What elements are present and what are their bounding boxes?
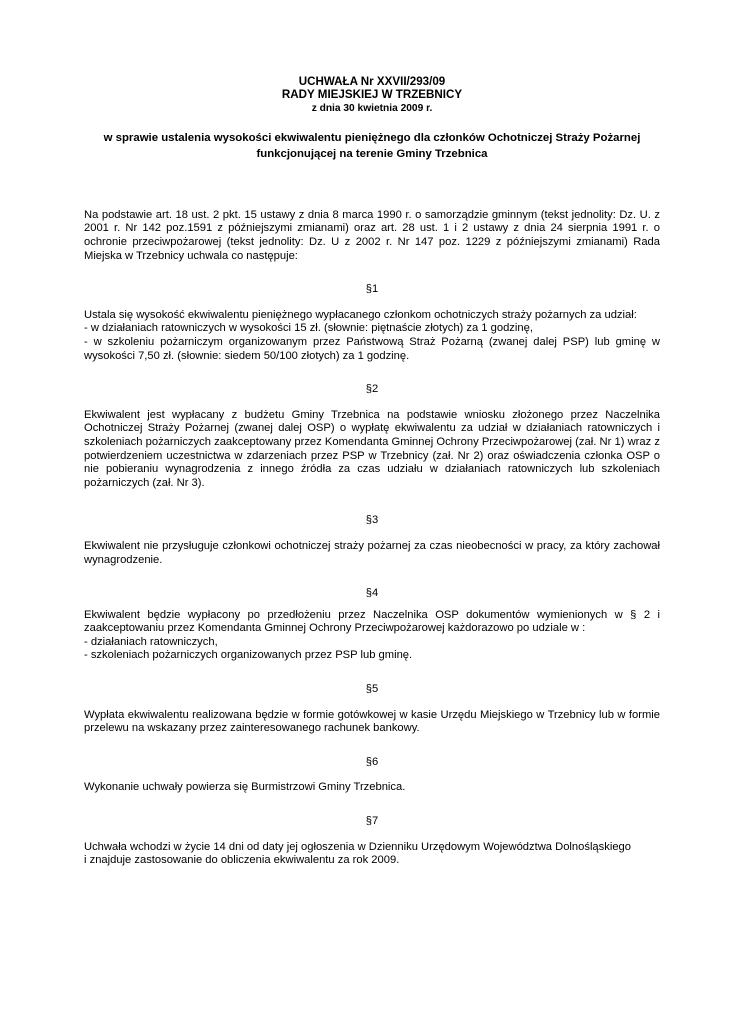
- section-4-lead: Ekwiwalent będzie wypłacony po przedłożeniu przez Naczelnika OSP dokumentów wymienionych w § 2 i zaakceptowaniu przez Komendanta Gminnej Ochrony Przeciwpożarowej każdorazowo po udziale w :: [84, 608, 660, 635]
- section-7-mark: §7: [365, 815, 379, 828]
- resolution-title: [84, 75, 660, 115]
- section-2-mark: §2: [365, 383, 379, 396]
- section-7-body: [84, 841, 660, 868]
- section-1-body: [84, 309, 660, 363]
- section-1-mark: §1: [365, 283, 379, 296]
- section-4-item-2: - szkoleniach pożarniczych organizowanych przez PSP lub gminę.: [84, 649, 413, 662]
- resolution-subject: [84, 131, 660, 163]
- section-4-mark: §4: [365, 587, 379, 600]
- section-1-item-2: - w szkoleniu pożarniczym organizowanym przez Państwową Straż Pożarną (zwanej dalej PSP) lub gminę w wysokości 7,50 zł. (słownie: siedem 50/100 złotych) za 1 godzinę.: [84, 335, 660, 362]
- section-2-body: Ekwiwalent jest wypłacany z budżetu Gminy Trzebnica na podstawie wniosku złożonego przez Naczelnika Ochotniczej Straży Pożarnej (zwanej dalej OSP) o wypłatę ekwiwalentu za udział w działaniach ratowniczych i szkoleniach pożarniczych zaakceptowany przez Komendanta Gminnej Ochrony Przeciwpożarowej (zał. Nr 1) wraz z potwierdzeniem uczestnictwa w zdarzeniach przez PSP w Trzebnicy (zał. Nr 2) oraz oświadczenia członka OSP o nie pobieraniu wynagrodzenia z innego źródła za czas udziału w działaniach ratowniczych lub szkoleniach pożarniczych (zał. Nr 3).: [84, 408, 660, 489]
- section-7-line-2: i znajduje zastosowanie do obliczenia ekwiwalentu za rok 2009.: [84, 854, 400, 867]
- subject-line-1: w sprawie ustalenia wysokości ekwiwalentu pieniężnego dla członków Ochotniczej Straży Pożarnej: [103, 132, 641, 145]
- section-6-body: Wykonanie uchwały powierza się Burmistrzowi Gminy Trzebnica.: [84, 781, 406, 794]
- resolution-number: UCHWAŁA Nr XXVII/293/09: [298, 75, 446, 88]
- section-1-item-1: - w działaniach ratowniczych w wysokości 15 zł. (słownie: piętnaście złotych) za 1 godzinę,: [84, 322, 533, 335]
- section-5-body: Wypłata ekwiwalentu realizowana będzie w formie gotówkowej w kasie Urzędu Miejskiego w Trzebnicy lub w formie przelewu na wskazany przez zainteresowanego rachunek bankowy.: [84, 708, 660, 735]
- section-4-body: [84, 609, 660, 663]
- section-1-lead: Ustala się wysokość ekwiwalentu pieniężnego wypłacanego członkom ochotniczych straży pożarnych za udział:: [84, 308, 637, 321]
- resolution-date: z dnia 30 kwietnia 2009 r.: [311, 102, 433, 114]
- section-3-mark: §3: [365, 514, 379, 527]
- section-7-line-1: Uchwała wchodzi w życie 14 dni od daty jej ogłoszenia w Dzienniku Urzędowym Województwa Dolnośląskiego: [84, 840, 631, 853]
- section-6-mark: §6: [365, 755, 379, 768]
- section-3-body: Ekwiwalent nie przysługuje członkowi ochotniczej straży pożarnej za czas nieobecności w pracy, za który zachował wynagrodzenie.: [84, 539, 660, 566]
- legal-basis-paragraph: Na podstawie art. 18 ust. 2 pkt. 15 ustawy z dnia 8 marca 1990 r. o samorządzie gminnym (tekst jednolity: Dz. U. z 2001 r. Nr 142 poz.1591 z późniejszymi zmianami) oraz art. 28 ust. 1 i 2 ustawy z dnia 24 sierpnia 1991 r. o ochronie przeciwpożarowej (tekst jednolity: Dz. U z 2002 r. Nr 147 poz. 1229 z późniejszymi zmianami) Rada Miejska w Trzebnicy uchwala co następuje:: [84, 208, 660, 262]
- subject-line-2: funkcjonującej na terenie Gminy Trzebnica: [256, 148, 488, 161]
- section-5-mark: §5: [365, 683, 379, 696]
- section-4-item-1: - działaniach ratowniczych,: [84, 635, 218, 648]
- council-name: RADY MIEJSKIEJ W TRZEBNICY: [281, 88, 463, 102]
